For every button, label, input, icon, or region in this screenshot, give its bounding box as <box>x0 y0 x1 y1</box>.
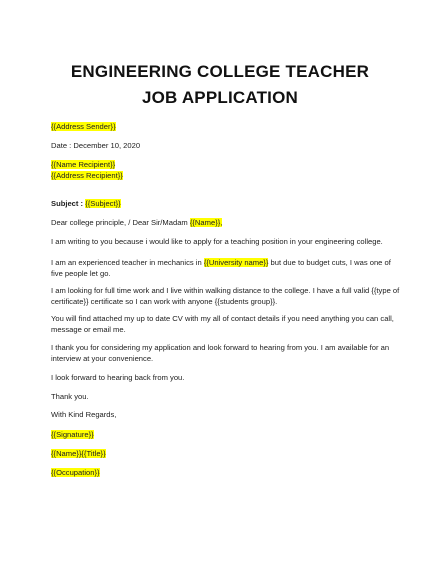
sender-address-line <box>51 121 116 132</box>
name-title-placeholder: {{Name}}{{Title}} <box>51 449 106 458</box>
closing-thanks: Thank you. <box>51 392 89 401</box>
document-title-line-1: ENGINEERING COLLEGE TEACHER <box>70 62 370 81</box>
name-title-line <box>51 448 106 459</box>
paragraph-5-line-2: interview at your convenience. <box>51 354 154 363</box>
salutation-line <box>51 217 222 228</box>
paragraph-2-text-after: but due to budget cuts, I was one of <box>268 258 391 267</box>
paragraph-5-line-1: I thank you for considering my application and look forward to hearing from you. I am available for an <box>51 343 390 352</box>
signature-placeholder: {{Signature}} <box>51 430 94 439</box>
university-name-placeholder: {{University name}} <box>203 258 269 267</box>
paragraph-4-line-1: You will find attached my up to date CV with my all of contact details if you need anything you can call, <box>51 314 394 323</box>
paragraph-3-line-1: I am looking for full time work and I live within walking distance to the college. I have a full valid {{type of <box>51 286 400 295</box>
signature-line <box>51 429 94 440</box>
recipient-name-line <box>51 159 115 170</box>
paragraph-1: I am writing to you because i would like to apply for a teaching position in your engineering college. <box>51 237 383 246</box>
subject-placeholder: {{Subject}} <box>85 199 121 208</box>
address-sender-placeholder: {{Address Sender}} <box>51 122 116 131</box>
name-recipient-placeholder: {{Name Recipient}} <box>51 160 116 169</box>
closing-regards: With Kind Regards, <box>51 410 117 419</box>
salutation-name-placeholder: {{Name}}, <box>189 218 223 227</box>
paragraph-6: I look forward to hearing back from you. <box>51 373 185 382</box>
paragraph-2-text-before: I am an experienced teacher in mechanics in <box>51 258 204 267</box>
date-value: December 10, 2020 <box>73 141 141 150</box>
subject-line <box>51 198 121 209</box>
paragraph-4-line-2: message or email me. <box>51 325 126 334</box>
recipient-address-line <box>51 170 123 181</box>
paragraph-2-line-2: five people let go. <box>51 269 111 278</box>
subject-label: Subject : <box>51 199 86 208</box>
date-label: Date : <box>51 141 74 150</box>
date-line <box>51 140 140 151</box>
document-title-line-2: JOB APPLICATION <box>141 88 298 107</box>
occupation-placeholder: {{Occupation}} <box>51 468 100 477</box>
paragraph-3-line-2: certificate}} certificate so I can work with anyone {{students group}}. <box>51 297 278 306</box>
paragraph-2-line-1 <box>51 257 391 268</box>
occupation-line <box>51 467 100 478</box>
salutation-text: Dear college principle, / Dear Sir/Madam <box>51 218 190 227</box>
address-recipient-placeholder: {{Address Recipient}} <box>51 171 123 180</box>
